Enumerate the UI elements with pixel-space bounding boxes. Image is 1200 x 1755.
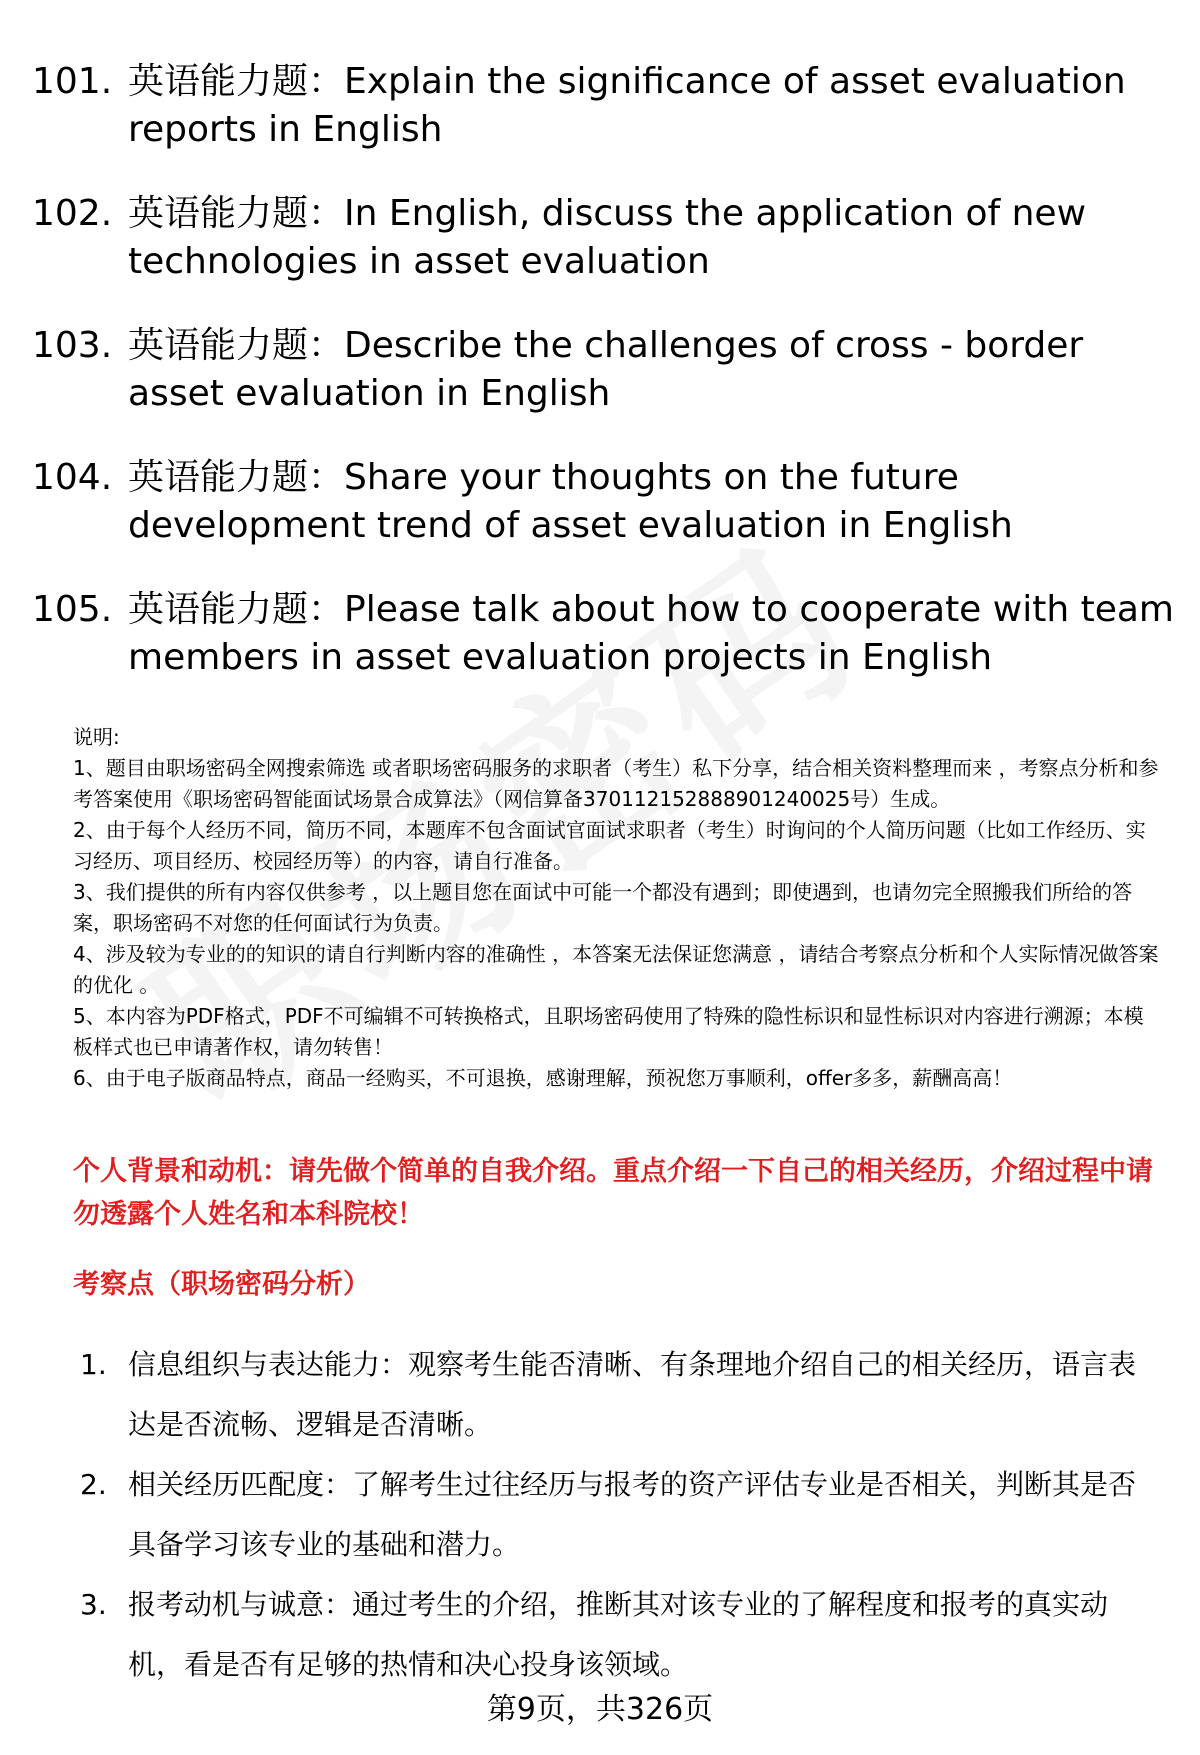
- question-item: [32, 58, 1182, 154]
- focus-points-heading: 考察点（职场密码分析）: [73, 1269, 370, 1300]
- note-item: 6、由于电子版商品特点，商品一经购买，不可退换，感谢理解，预祝您万事顺利，offer多多，薪酬高高！: [73, 1066, 1013, 1090]
- focus-points-list: [80, 1335, 1160, 1695]
- focus-point-text: 相关经历匹配度：了解考生过往经历与报考的资产评估专业是否相关，判断其是否具备学习该专业的基础和潜力。: [128, 1468, 1137, 1561]
- focus-point-number: 3.: [80, 1588, 107, 1621]
- question-text: 英语能力题：In English, discuss the application of new technologies in asset evaluation: [128, 193, 1087, 282]
- focus-point-item: [80, 1575, 1160, 1695]
- focus-point-item: [80, 1335, 1160, 1455]
- note-item: 5、本内容为PDF格式，PDF不可编辑不可转换格式，且职场密码使用了特殊的隐性标识和显性标识对内容进行溯源；本模板样式也已申请著作权，请勿转售！: [73, 1004, 1144, 1059]
- question-list: [32, 58, 1182, 718]
- focus-point-text: 报考动机与诚意：通过考生的介绍，推断其对该专业的了解程度和报考的真实动机，看是否有足够的热情和决心投身该领域。: [128, 1588, 1109, 1681]
- notes-section: [73, 722, 1163, 1094]
- question-item: [32, 586, 1182, 682]
- page-footer: 第9页，共326页: [486, 1692, 714, 1727]
- question-text: 英语能力题：Share your thoughts on the future development trend of asset evaluation in English: [128, 457, 1013, 546]
- question-text: 英语能力题：Describe the challenges of cross - border asset evaluation in English: [128, 325, 1084, 414]
- question-item: [32, 322, 1182, 418]
- question-number: 101.: [32, 61, 113, 102]
- notes-title: 说明:: [73, 725, 120, 749]
- interview-question-heading: 个人背景和动机：请先做个简单的自我介绍。重点介绍一下自己的相关经历，介绍过程中请勿透露个人姓名和本科院校！: [73, 1156, 1153, 1230]
- question-number: 102.: [32, 193, 113, 234]
- question-number: 104.: [32, 457, 113, 498]
- focus-point-number: 1.: [80, 1348, 107, 1381]
- question-item: [32, 454, 1182, 550]
- question-number: 103.: [32, 325, 113, 366]
- focus-point-text: 信息组织与表达能力：观察考生能否清晰、有条理地介绍自己的相关经历，语言表达是否流畅、逻辑是否清晰。: [128, 1348, 1137, 1441]
- focus-point-item: [80, 1455, 1160, 1575]
- question-text: 英语能力题：Explain the significance of asset evaluation reports in English: [128, 61, 1126, 150]
- question-text: 英语能力题：Please talk about how to cooperate with team members in asset evaluation projects in English: [128, 589, 1174, 678]
- note-item: 4、涉及较为专业的的知识的请自行判断内容的准确性 ，本答案无法保证您满意 ，请结合考察点分析和个人实际情况做答案的优化 。: [73, 942, 1159, 997]
- question-number: 105.: [32, 589, 113, 630]
- note-item: 3、我们提供的所有内容仅供参考 ，以上题目您在面试中可能一个都没有遇到；即使遇到，也请勿完全照搬我们所给的答案，职场密码不对您的任何面试行为负责。: [73, 880, 1133, 935]
- note-item: 2、由于每个人经历不同，简历不同，本题库不包含面试官面试求职者（考生）时询问的个人简历问题（比如工作经历、实习经历、项目经历、校园经历等）的内容，请自行准备。: [73, 818, 1146, 873]
- question-item: [32, 190, 1182, 286]
- note-item: 1、题目由职场密码全网搜索筛选 或者职场密码服务的求职者（考生）私下分享，结合相关资料整理而来 ，考察点分析和参考答案使用《职场密码智能面试场景合成算法》（网信算备370112152888901240025号）生成。: [73, 756, 1159, 811]
- focus-point-number: 2.: [80, 1468, 107, 1501]
